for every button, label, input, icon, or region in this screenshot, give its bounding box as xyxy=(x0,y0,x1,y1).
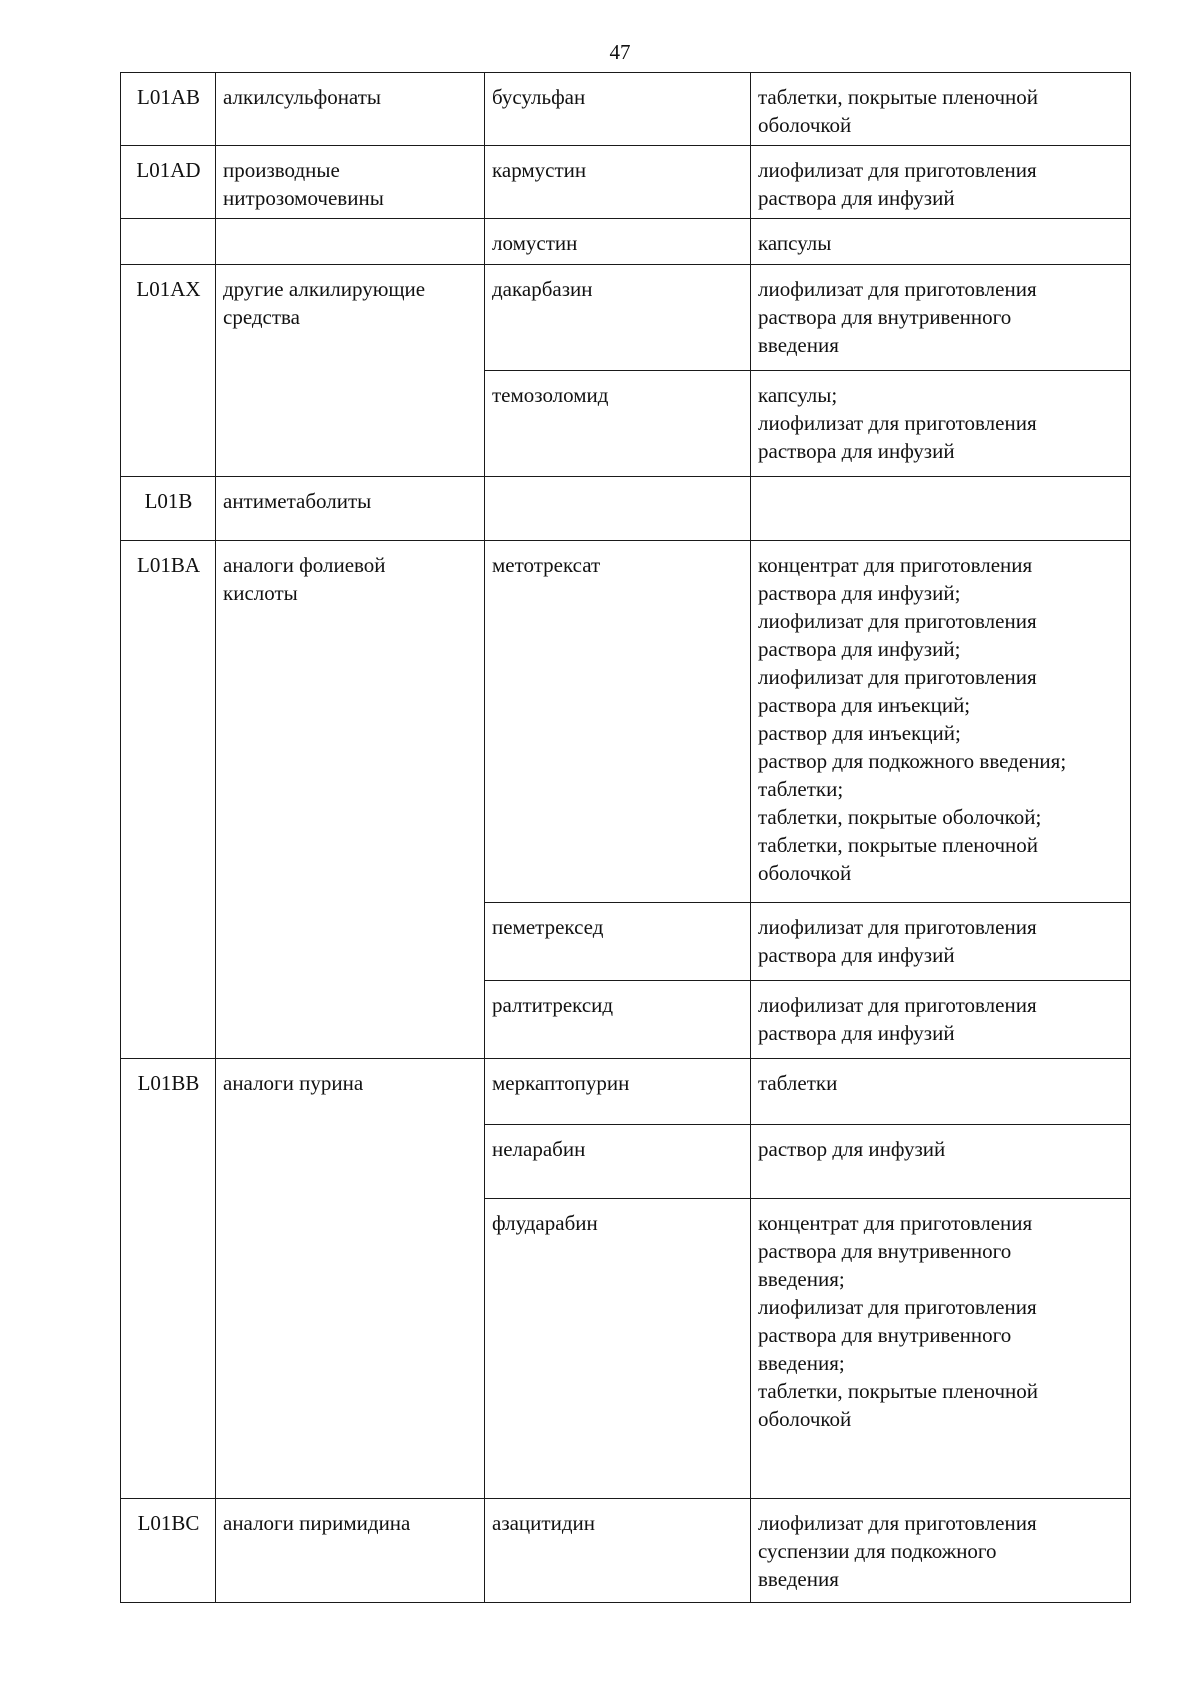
dosage-form-cell: капсулы; лиофилизат для приготовления раствора для инфузий xyxy=(751,371,1131,477)
table-row xyxy=(121,1499,1131,1603)
table-row xyxy=(121,541,1131,903)
drug-name-cell: флударабин xyxy=(485,1199,751,1499)
dosage-form-cell: лиофилизат для приготовления раствора для инфузий xyxy=(751,903,1131,981)
drug-name-cell: ломустин xyxy=(485,219,751,265)
group-cell: антиметаболиты xyxy=(216,477,485,541)
drug-name-cell: темозоломид xyxy=(485,371,751,477)
drug-name-cell: меркаптопурин xyxy=(485,1059,751,1125)
group-cell: аналоги пиримидина xyxy=(216,1499,485,1603)
drug-name-cell: неларабин xyxy=(485,1125,751,1199)
drug-name-cell: пеметрексед xyxy=(485,903,751,981)
group-cell: другие алкилирующие средства xyxy=(216,265,485,477)
table-row xyxy=(121,477,1131,541)
drug-name-cell: бусульфан xyxy=(485,73,751,146)
dosage-form-cell: лиофилизат для приготовления суспензии для подкожного введения xyxy=(751,1499,1131,1603)
dosage-form-cell xyxy=(751,477,1131,541)
table-row xyxy=(121,219,1131,265)
dosage-form-cell: капсулы xyxy=(751,219,1131,265)
atc-code-cell: L01BB xyxy=(121,1059,216,1499)
drug-name-cell: ралтитрексид xyxy=(485,981,751,1059)
dosage-form-cell: лиофилизат для приготовления раствора для инфузий xyxy=(751,981,1131,1059)
group-cell: аналоги пурина xyxy=(216,1059,485,1499)
group-cell: аналоги фолиевой кислоты xyxy=(216,541,485,1059)
atc-code-cell: L01AB xyxy=(121,73,216,146)
dosage-form-cell: таблетки xyxy=(751,1059,1131,1125)
group-cell xyxy=(216,219,485,265)
group-cell: алкилсульфонаты xyxy=(216,73,485,146)
drug-name-cell xyxy=(485,477,751,541)
table-row xyxy=(121,146,1131,219)
atc-code-cell: L01BC xyxy=(121,1499,216,1603)
dosage-form-cell: лиофилизат для приготовления раствора для инфузий xyxy=(751,146,1131,219)
dosage-form-cell: концентрат для приготовления раствора для внутривенного введения; лиофилизат для приготовления раствора для внутривенного введения; таблетки, покрытые пленочной оболочкой xyxy=(751,1199,1131,1499)
dosage-form-cell: лиофилизат для приготовления раствора для внутривенного введения xyxy=(751,265,1131,371)
table-row xyxy=(121,1059,1131,1125)
drug-name-cell: азацитидин xyxy=(485,1499,751,1603)
atc-code-cell: L01BA xyxy=(121,541,216,1059)
page-number: 47 xyxy=(609,40,631,64)
atc-code-cell: L01AD xyxy=(121,146,216,219)
atc-code-cell: L01AX xyxy=(121,265,216,477)
drug-classification-table xyxy=(120,72,1131,1603)
table-row xyxy=(121,265,1131,371)
atc-code-cell xyxy=(121,219,216,265)
drug-name-cell: кармустин xyxy=(485,146,751,219)
atc-code-cell: L01B xyxy=(121,477,216,541)
dosage-form-cell: концентрат для приготовления раствора для инфузий; лиофилизат для приготовления раствора для инфузий; лиофилизат для приготовления раствора для инъекций; раствор для инъекций; раствор для подкожного введения; таблетки; таблетки, покрытые оболочкой; таблетки, покрытые пленочной оболочкой xyxy=(751,541,1131,903)
group-cell: производные нитрозомочевины xyxy=(216,146,485,219)
dosage-form-cell: раствор для инфузий xyxy=(751,1125,1131,1199)
drug-name-cell: метотрексат xyxy=(485,541,751,903)
table-row xyxy=(121,73,1131,146)
drug-name-cell: дакарбазин xyxy=(485,265,751,371)
dosage-form-cell: таблетки, покрытые пленочной оболочкой xyxy=(751,73,1131,146)
